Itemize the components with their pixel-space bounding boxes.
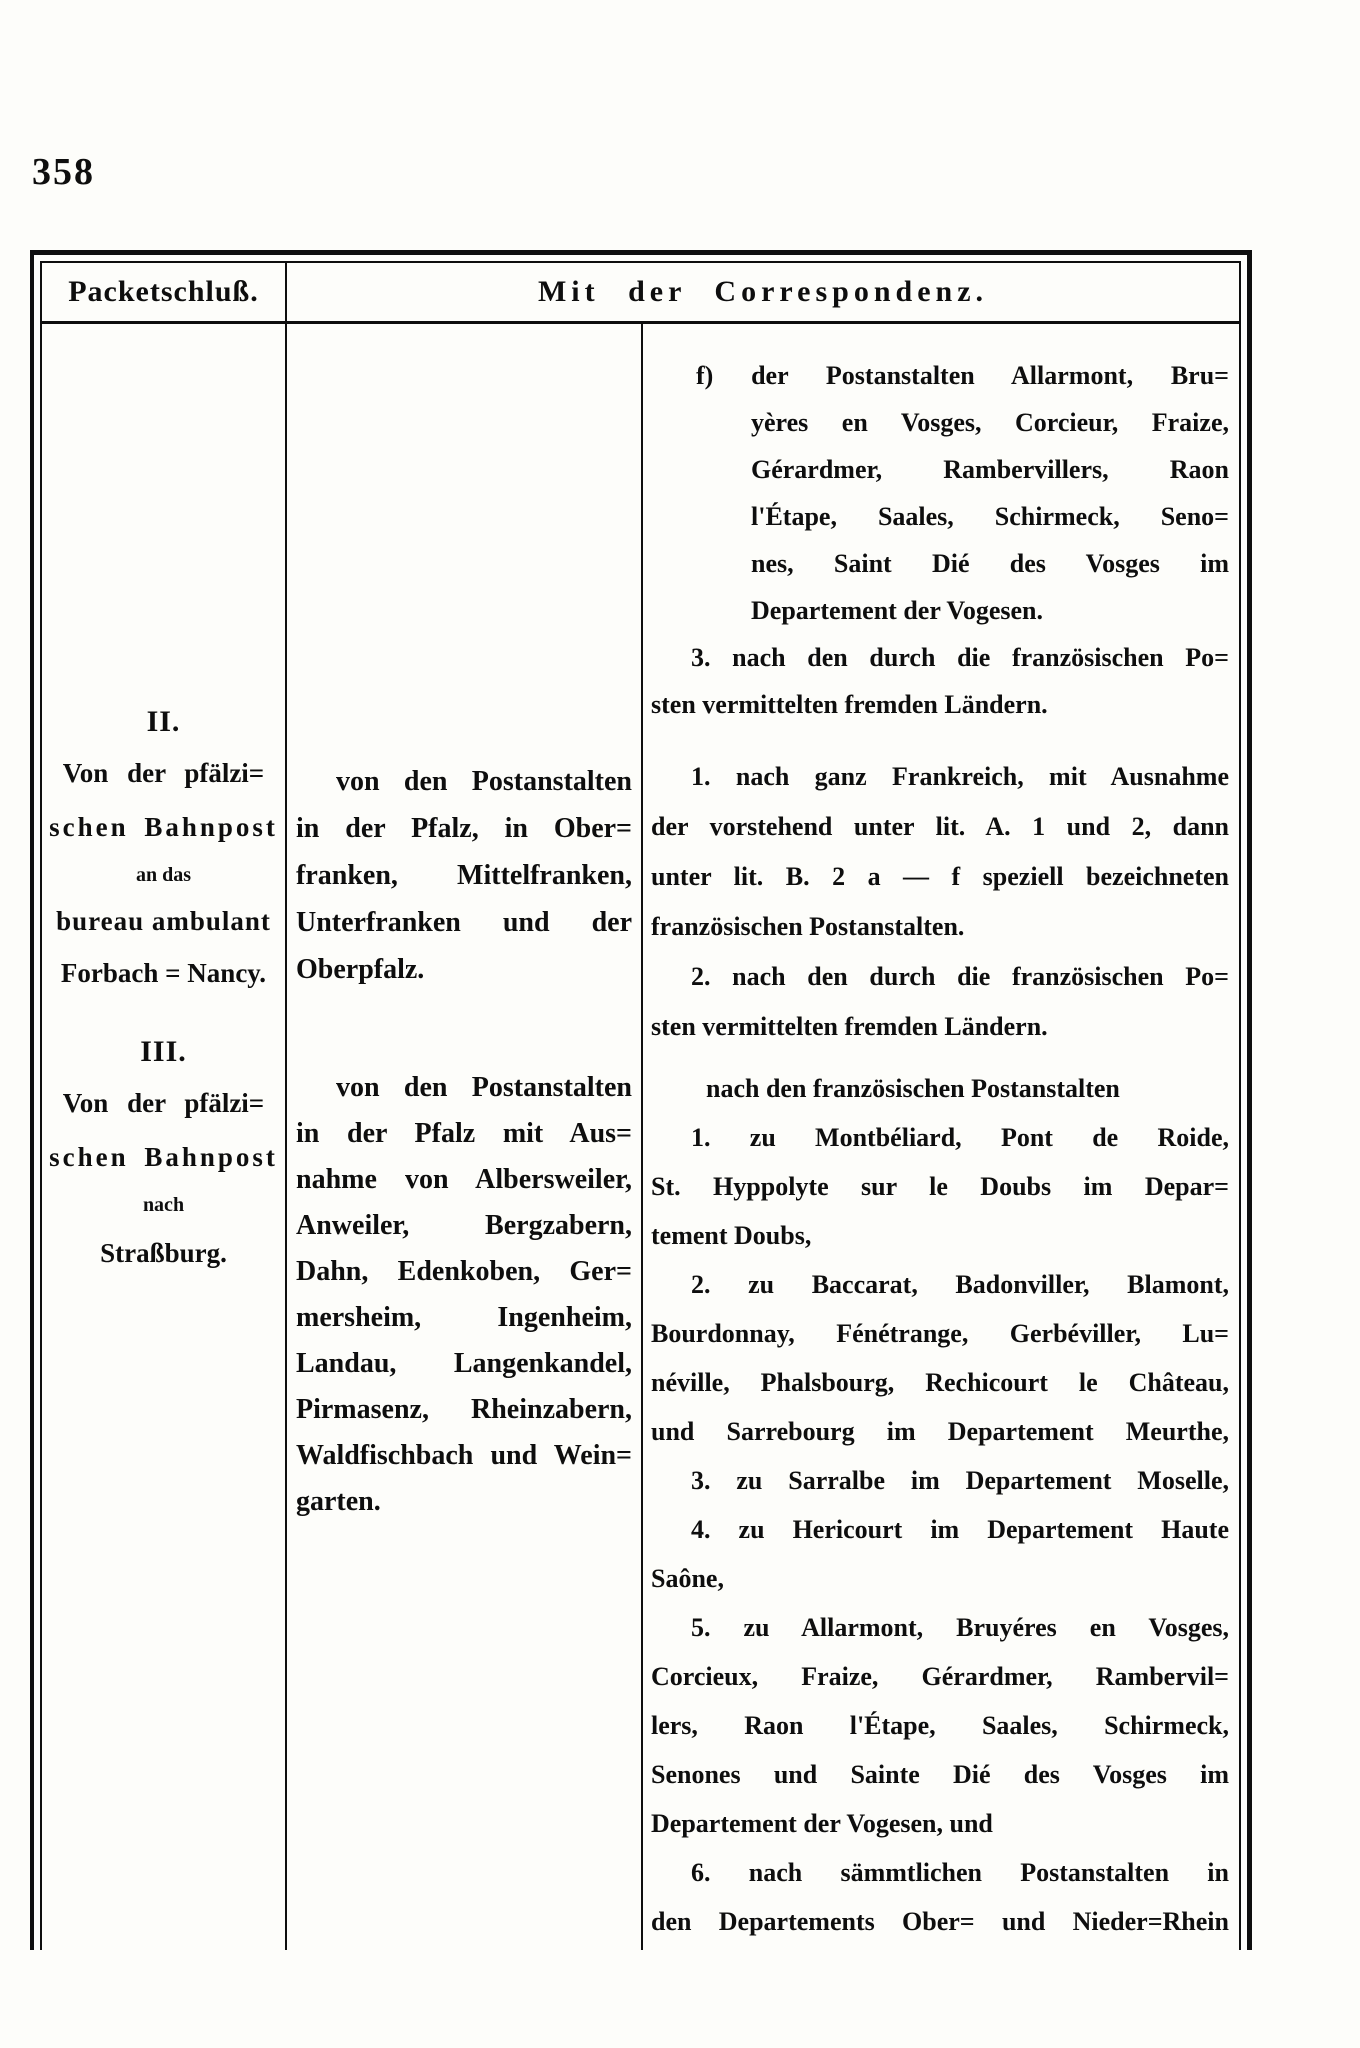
packet-correspondence-table <box>30 250 1252 1950</box>
text-line: sten vermittelten fremden Ländern. <box>651 1012 1048 1041</box>
text-line: Landau, Langenkandel, <box>296 1348 632 1379</box>
text-line: f) der Postanstalten Allarmont, Bru= <box>696 361 1229 390</box>
section-ii-origin-paragraph <box>296 758 632 993</box>
text-line: von den Postanstalten <box>336 1072 632 1103</box>
text-line: Von der pfälzi= <box>62 1088 265 1118</box>
text-line: mersheim, Ingenheim, <box>296 1302 632 1333</box>
text-line: an das <box>135 864 192 886</box>
text-line: nach den französischen Postanstalten <box>706 1074 1120 1103</box>
text-line: in der Pfalz mit Aus= <box>296 1118 632 1149</box>
text-line: Oberpfalz. <box>296 954 425 985</box>
text-line: französischen Postanstalten. <box>651 912 965 941</box>
text-line: Gérardmer, Rambervillers, Raon <box>751 455 1229 484</box>
section-iii-numeral: III. <box>140 1035 187 1068</box>
text-line: l'Étape, Saales, Schirmeck, Seno= <box>751 502 1229 531</box>
text-line: sten vermittelten fremden Ländern. <box>651 690 1048 719</box>
section-ii-numeral: II. <box>146 705 181 738</box>
text-line: Senones und Sainte Dié des Vosges im <box>651 1760 1229 1789</box>
text-line: 2. zu Baccarat, Badonviller, Blamont, <box>691 1270 1229 1299</box>
text-line: von den Postanstalten <box>336 766 632 797</box>
section-i-continuation <box>651 352 1229 728</box>
text-line: und Sarrebourg im Departement Meurthe, <box>651 1417 1229 1446</box>
destination-column <box>643 324 1239 1950</box>
header-cell-packetschluss: Packetschluß. <box>42 263 287 321</box>
text-line: nes, Saint Dié des Vosges im <box>751 549 1229 578</box>
text-line: Departement der Vogesen. <box>751 596 1043 625</box>
text-line: schen Bahnpost <box>49 1142 278 1172</box>
text-line: lers, Raon l'Étape, Saales, Schirmeck, <box>651 1711 1229 1740</box>
text-line: 3. zu Sarralbe im Departement Moselle, <box>691 1466 1229 1495</box>
text-line: 3. nach den durch die französischen Po= <box>691 643 1229 672</box>
text-line: 4. zu Hericourt im Departement Haute <box>691 1515 1229 1544</box>
text-line: 1. nach ganz Frankreich, mit Ausnahme <box>691 762 1229 791</box>
text-line: Anweiler, Bergzabern, <box>296 1210 632 1241</box>
section-iii-label <box>42 1028 285 1280</box>
table-inner-border <box>40 261 1241 1950</box>
section-ii-label <box>42 698 285 1000</box>
text-line: franken, Mittelfranken, <box>296 860 632 891</box>
header-cell-correspondenz: Mit der Correspondenz. <box>537 275 989 308</box>
text-line: Pirmasenz, Rheinzabern, <box>296 1394 632 1425</box>
text-line: nahme von Albersweiler, <box>296 1164 632 1195</box>
section-ii-destinations <box>651 752 1229 1052</box>
text-line: Dahn, Edenkoben, Ger= <box>296 1256 632 1287</box>
route-label-column <box>42 324 287 1950</box>
text-line: 5. zu Allarmont, Bruyéres en Vosges, <box>691 1613 1229 1642</box>
text-line: schen Bahnpost <box>49 812 278 842</box>
text-line: Corcieux, Fraize, Gérardmer, Rambervil= <box>651 1662 1229 1691</box>
section-iii-destinations <box>651 1064 1229 1946</box>
text-line: Bourdonnay, Fénétrange, Gerbéviller, Lu= <box>651 1319 1229 1348</box>
text-line: 6. nach sämmtlichen Postanstalten in <box>691 1858 1229 1887</box>
text-line: den Departements Ober= und Nieder=Rhein <box>651 1907 1229 1936</box>
text-line: 1. zu Montbéliard, Pont de Roide, <box>691 1123 1229 1152</box>
text-line: bureau ambulant <box>56 906 271 936</box>
text-line: garten. <box>296 1486 381 1517</box>
text-line: 2. nach den durch die französischen Po= <box>691 962 1229 991</box>
table-body <box>42 324 1239 1950</box>
origin-offices-column <box>287 324 643 1950</box>
text-line: Straßburg. <box>100 1238 227 1268</box>
text-line: der vorstehend unter lit. A. 1 und 2, dann <box>651 812 1229 841</box>
text-line: yères en Vosges, Corcieur, Fraize, <box>751 408 1229 437</box>
text-line: Waldfischbach und Wein= <box>296 1440 632 1471</box>
text-line: unter lit. B. 2 a — f speziell bezeichneten <box>651 862 1229 891</box>
text-line: in der Pfalz, in Ober= <box>296 813 632 844</box>
text-line: tement Doubs, <box>651 1221 812 1250</box>
text-line: Unterfranken und der <box>296 907 632 938</box>
text-line: néville, Phalsbourg, Rechicourt le Château, <box>651 1368 1229 1397</box>
page-number: 358 <box>32 151 95 193</box>
text-line: St. Hyppolyte sur le Doubs im Depar= <box>651 1172 1229 1201</box>
text-line: nach <box>142 1194 185 1216</box>
text-line: Forbach = Nancy. <box>60 958 267 988</box>
table-header-row <box>42 263 1239 324</box>
text-line: Von der pfälzi= <box>62 758 265 788</box>
text-line: Saône, <box>651 1564 724 1593</box>
section-iii-origin-paragraph <box>296 1065 632 1525</box>
text-line: Departement der Vogesen, und <box>651 1809 993 1838</box>
